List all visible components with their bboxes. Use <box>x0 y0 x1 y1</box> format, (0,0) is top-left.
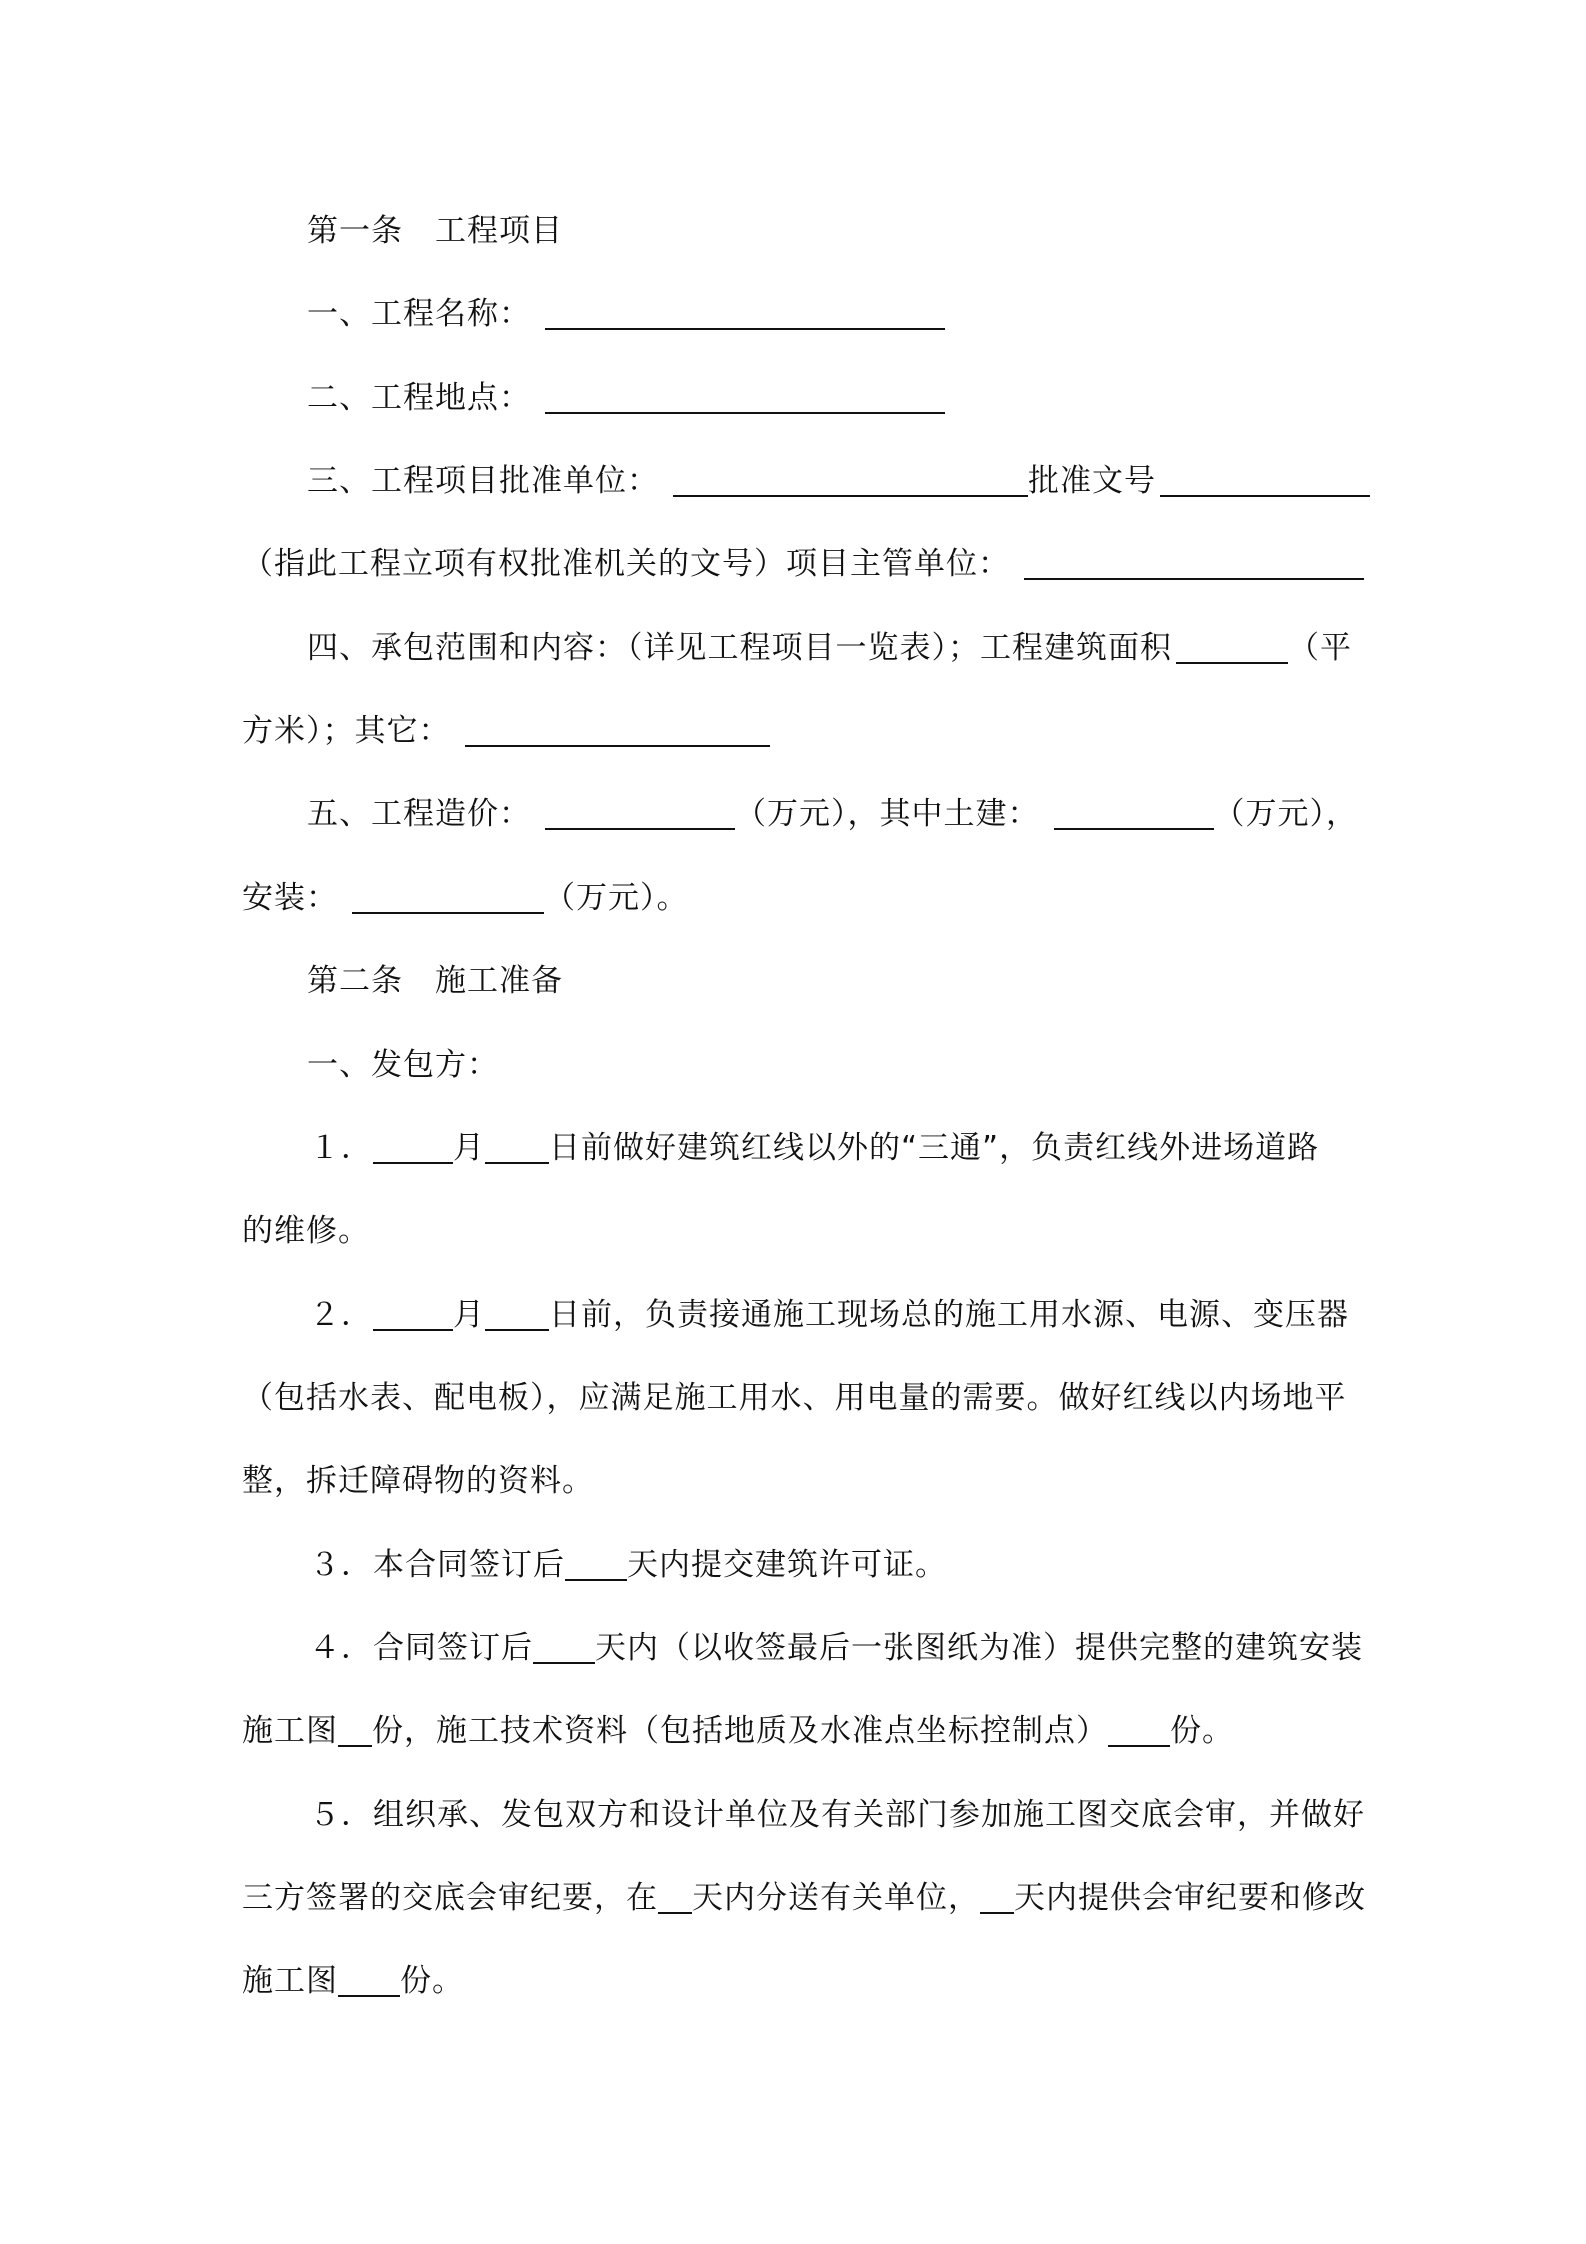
item-4-days-blank[interactable] <box>533 1632 595 1664</box>
project-site-row: 二、工程地点： <box>0 378 1586 418</box>
item-3-row: ３．本合同签订后 天内提交建筑许可证。 <box>309 1547 947 1583</box>
cost-blank[interactable] <box>545 798 735 830</box>
item-2-row: ２． 月 日前，负责接通施工现场总的施工用水源、电源、变压器 <box>309 1297 1349 1333</box>
cost-row: 五、工程造价： （万元），其中土建： （万元）， <box>307 796 1358 832</box>
item-1-cont-row: 的维修。 <box>242 1213 370 1249</box>
item-2-cont-row-1: （包括水表、配电板），应满足施工用水、用电量的需要。做好红线以内场地平 <box>242 1380 1347 1416</box>
item-1-day-blank[interactable] <box>485 1132 549 1164</box>
item-2-day-blank[interactable] <box>485 1299 549 1331</box>
scope-row: 四、承包范围和内容：（详见工程项目一览表）；工程建筑面积 （平 <box>307 630 1352 666</box>
article-2-title: 第二条 施工准备 <box>307 963 563 999</box>
item-5-cont-row: 三方签署的交底会审纪要，在 天内分送有关单位， 天内提供会审纪要和修改 <box>242 1880 1366 1916</box>
project-name-blank[interactable] <box>545 298 945 330</box>
item-5-last-row: 施工图 份。 <box>242 1963 464 1999</box>
approval-unit-blank[interactable] <box>673 465 1028 497</box>
item-5-copies-blank[interactable] <box>338 1965 400 1997</box>
project-site-blank[interactable] <box>545 382 945 414</box>
item-2-cont-row-2: 整，拆迁障碍物的资料。 <box>242 1463 594 1499</box>
item-5-days-blank-1[interactable] <box>658 1882 692 1914</box>
approval-note-row: （指此工程立项有权批准机关的文号）项目主管单位： <box>0 544 1586 584</box>
item-1-row: １． 月 日前做好建筑红线以外的“三通”，负责红线外进场道路 <box>309 1130 1320 1166</box>
area-blank[interactable] <box>1176 632 1288 664</box>
scope-cont-row: 方米）；其它： <box>0 711 1586 751</box>
item-4-row: ４．合同签订后 天内（以收签最后一张图纸为准）提供完整的建筑安装 <box>309 1630 1363 1666</box>
other-blank[interactable] <box>465 715 770 747</box>
item-1-month-blank[interactable] <box>373 1132 453 1164</box>
employer-row: 一、发包方： <box>307 1047 499 1083</box>
article-1-title: 第一条 工程项目 <box>307 213 563 249</box>
install-blank[interactable] <box>352 882 544 914</box>
item-3-days-blank[interactable] <box>565 1549 627 1581</box>
item-2-month-blank[interactable] <box>373 1299 453 1331</box>
item-5-row: ５．组织承、发包双方和设计单位及有关部门参加施工图交底会审，并做好 <box>309 1797 1365 1833</box>
install-row: 安装： （万元）。 <box>242 880 689 916</box>
item-4-copies-blank[interactable] <box>338 1715 372 1747</box>
item-5-days-blank-2[interactable] <box>980 1882 1014 1914</box>
approval-row: 三、工程项目批准单位： 批准文号 <box>0 461 1586 501</box>
approval-no-blank[interactable] <box>1160 465 1370 497</box>
item-4-cont-row: 施工图 份，施工技术资料（包括地质及水准点坐标控制点） 份。 <box>242 1713 1234 1749</box>
civil-blank[interactable] <box>1054 798 1214 830</box>
item-4-docs-copies-blank[interactable] <box>1108 1715 1170 1747</box>
supervisor-unit-blank[interactable] <box>1024 548 1364 580</box>
project-name-row: 一、工程名称： <box>0 294 1586 334</box>
